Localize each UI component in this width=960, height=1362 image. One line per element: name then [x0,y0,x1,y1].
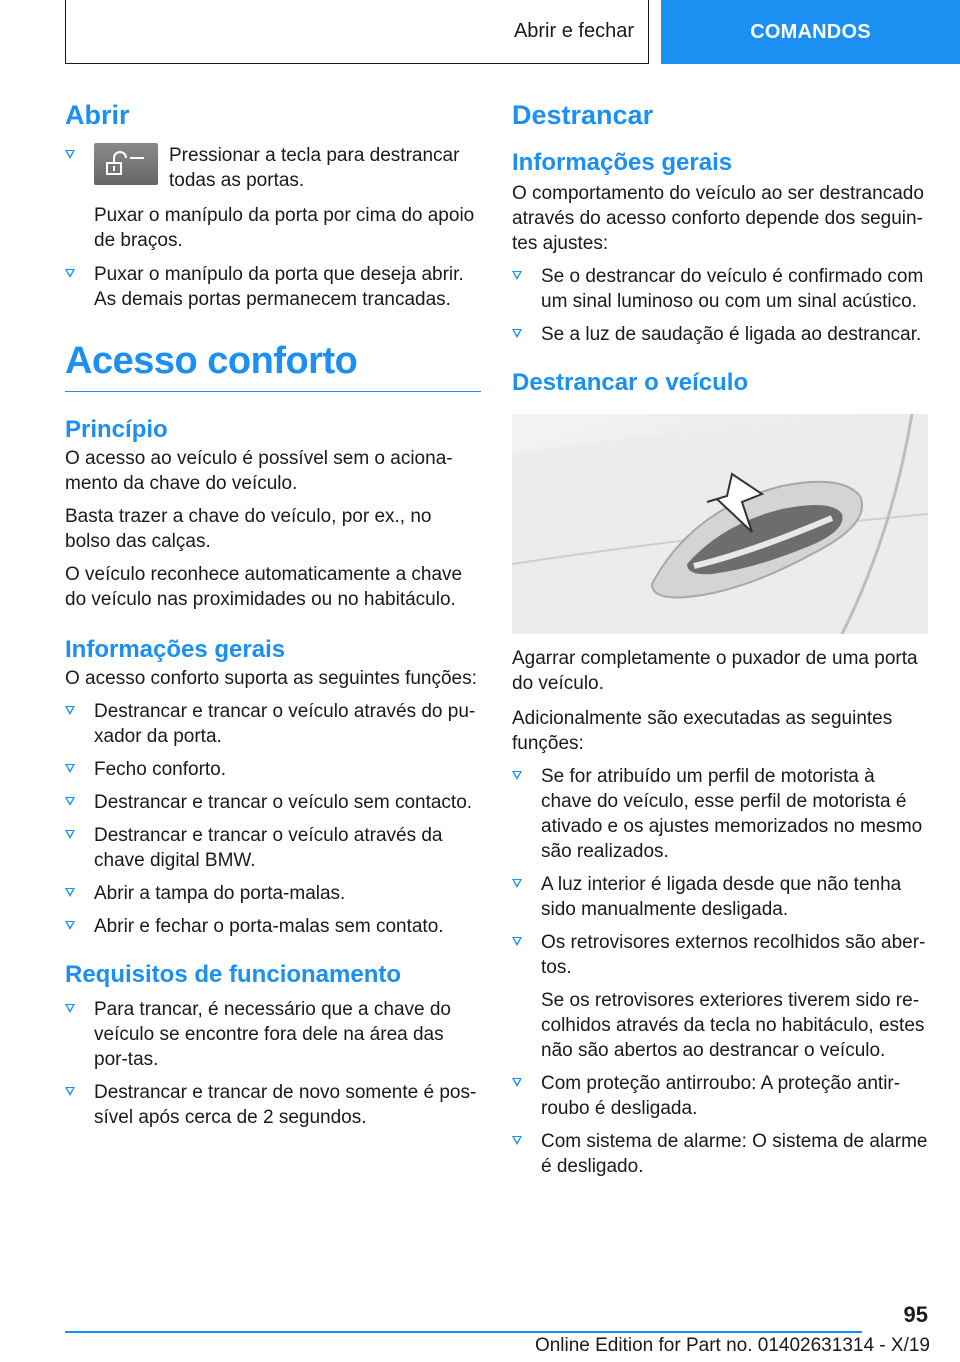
list-item-text: A luz interior é ligada desde que não tenha sido manualmente desligada. [541,874,902,920]
list-item [65,790,481,815]
list-item [512,1129,928,1179]
triangle-down-icon [65,797,75,806]
triangle-down-icon [65,921,75,930]
paragraph: Agarrar completamente o puxador de uma porta do veículo. [512,648,918,694]
list-item [65,823,481,873]
list-item-text: Abrir e fechar o porta-malas sem contato. [94,916,444,937]
list-item-text: Destrancar e trancar de novo somente é pos-sível após cerca de 2 segundos. [94,1082,477,1128]
list-item [65,1080,481,1130]
paragraph: Adicionalmente são executadas as seguintes funções: [512,708,893,754]
triangle-down-icon [65,269,75,278]
list-item [512,930,928,1063]
triangle-down-icon [65,1087,75,1096]
heading-acesso-conforto: Acesso conforto [65,340,481,392]
funcoes-adicionais-list [512,764,928,1179]
paragraph: O veículo reconhece automaticamente a chave do veículo nas proximidades ou no habitáculo. [65,564,463,610]
list-item-text: Destrancar e trancar o veículo através do pu-xador da porta. [94,701,476,747]
triangle-down-icon [65,1004,75,1013]
list-item-text: Os retrovisores externos recolhidos são aber-tos. [541,932,926,978]
unlock-key-icon [94,143,158,185]
running-header [65,0,649,64]
abrir-item-text: Pressionar a tecla para destrancar todas as portas. [169,145,460,191]
left-column [65,100,481,1130]
heading-requisitos: Requisitos de funcionamento [65,961,402,988]
list-item [65,914,481,939]
footer-divider [65,1331,862,1333]
page-number: 95 [903,1302,928,1327]
list-item [65,262,481,312]
triangle-down-icon [65,150,75,159]
triangle-down-icon [65,706,75,715]
ajustes-list [512,264,928,347]
abrir-item-subtext: Puxar o manípulo da porta por cima do apoio de braços. [94,205,475,251]
triangle-down-icon [65,764,75,773]
heading-abrir: Abrir [65,100,130,130]
paragraph: O comportamento do veículo ao ser destrancado através do acesso conforto depende dos seguin-tes ajustes: [512,183,924,254]
paragraph: O acesso conforto suporta as seguintes funções: [65,668,477,689]
list-item-text: Destrancar e trancar o veículo através da chave digital BMW. [94,825,443,871]
triangle-down-icon [512,1078,522,1087]
list-item [65,757,481,782]
paragraph: Basta trazer a chave do veículo, por ex., no bolso das calças. [65,506,432,552]
list-item-subtext: Se os retrovisores exteriores tiverem sido re-colhidos através da tecla no habitáculo, estes não são abertos ao destrancar o veículo. [541,990,925,1061]
triangle-down-icon [512,771,522,780]
list-item [65,699,481,749]
list-item [65,143,481,253]
list-item-text: Se a luz de saudação é ligada ao destrancar. [541,324,922,345]
triangle-down-icon [512,329,522,338]
right-column [512,100,928,1179]
list-item-text: Com sistema de alarme: O sistema de alarme é desligado. [541,1131,928,1177]
list-item [512,1071,928,1121]
list-item-text: Destrancar e trancar o veículo sem contacto. [94,792,473,813]
triangle-down-icon [512,271,522,280]
list-item [512,264,928,314]
heading-destrancar-veiculo: Destrancar o veículo [512,369,749,396]
section-title: Abrir e fechar [513,20,634,42]
heading-principio: Princípio [65,416,168,443]
list-item-text: Com proteção antirroubo: A proteção antir-roubo é desligada. [541,1073,901,1119]
requisitos-list [65,997,481,1130]
triangle-down-icon [512,1136,522,1145]
list-item-text: Se o destrancar do veículo é confirmado com um sinal luminoso ou com um sinal acústico. [541,266,924,312]
list-item-text: Puxar o manípulo da porta que deseja abrir. As demais portas permanecem trancadas. [94,264,464,310]
paragraph: O acesso ao veículo é possível sem o aciona-mento da chave do veículo. [65,448,453,494]
door-handle-image [512,414,928,634]
list-item [65,997,481,1072]
footer-edition: Online Edition for Part no. 01402631314 - X/19 [534,1335,930,1356]
triangle-down-icon [512,879,522,888]
abrir-list [65,143,481,312]
chapter-tab [661,0,960,64]
triangle-down-icon [512,937,522,946]
funcoes-list [65,699,481,939]
list-item-text: Fecho conforto. [94,759,227,780]
triangle-down-icon [65,830,75,839]
list-item [512,872,928,922]
triangle-down-icon [65,888,75,897]
heading-informacoes-gerais: Informações gerais [65,636,286,663]
heading-destrancar: Destrancar [512,100,654,130]
list-item-text: Abrir a tampa do porta-malas. [94,883,346,904]
list-item [65,881,481,906]
heading-informacoes-gerais-right: Informações gerais [512,149,733,176]
list-item-text: Se for atribuído um perfil de motorista à chave do veículo, esse perfil de motorista é ativado e os ajustes memorizados no mesmo são realizados. [541,766,923,862]
list-item [512,322,928,347]
list-item [512,764,928,864]
list-item-text: Para trancar, é necessário que a chave do veículo se encontre fora dele na área das por-tas. [94,999,452,1070]
chapter-title: COMANDOS [750,20,871,43]
